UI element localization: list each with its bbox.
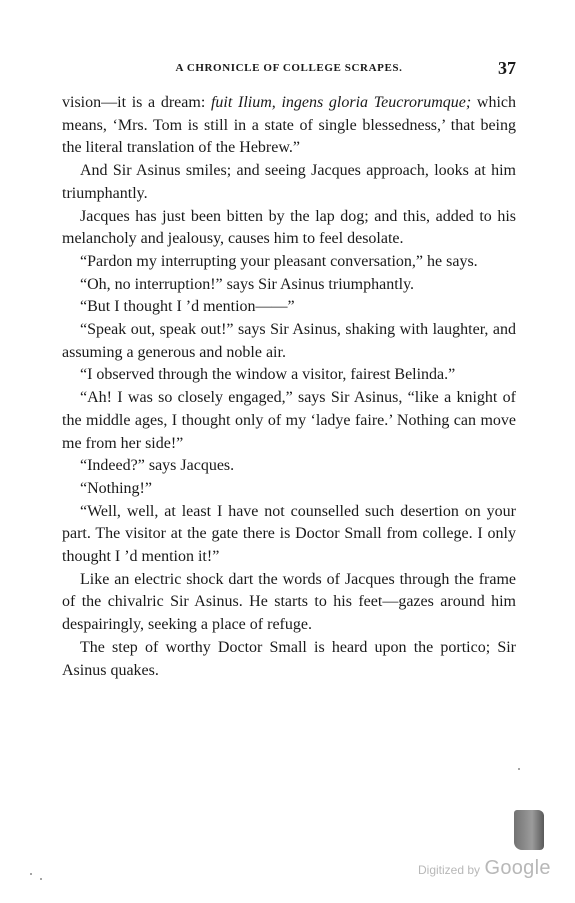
text-run: “Indeed?” says Jacques.	[80, 457, 235, 475]
text-run: The step of worthy Doctor Small is heard upon the portico; Sir Asinus quakes.	[62, 638, 516, 679]
text-run: “Ah! I was so closely engaged,” says Sir Asinus, “like a knight of the middle ages, I thought only of my ‘ladye faire.’ Nothing can move me from her side!”	[62, 389, 516, 452]
text-run: “Nothing!”	[80, 479, 152, 497]
scan-smudge	[514, 810, 544, 850]
paragraph	[62, 478, 516, 501]
page-header	[62, 58, 516, 82]
paragraph	[62, 160, 516, 205]
paragraph	[62, 637, 516, 682]
paragraph	[62, 319, 516, 364]
paragraph	[62, 251, 516, 274]
text-run: “But I thought I ’d mention——”	[80, 298, 295, 316]
text-run: “Pardon my interrupting your pleasant conversation,” he says.	[80, 252, 478, 270]
paragraph	[62, 364, 516, 387]
scan-speck	[40, 878, 42, 880]
digitized-watermark	[418, 857, 551, 880]
text-run: And Sir Asinus smiles; and seeing Jacques approach, looks at him triumphantly.	[62, 162, 516, 202]
text-run: “Well, well, at least I have not counselled such desertion on your part. The visitor at the gate there is Doctor Small from college. I only thought I ’d mention it!”	[62, 502, 516, 566]
watermark-brand: Google	[484, 857, 551, 879]
watermark-prefix: Digitized by	[418, 863, 481, 877]
text-run: which means, ‘Mrs. Tom is still in a state of single blessedness,’ that being the literal translation of the Hebrew.”	[62, 94, 516, 157]
paragraph	[62, 296, 516, 319]
paragraph	[62, 92, 516, 160]
page-number: 37	[498, 58, 516, 78]
text-run: vision—it is a dream:	[62, 94, 211, 111]
paragraph	[62, 206, 516, 251]
scan-speck	[30, 873, 32, 875]
body-text	[62, 92, 516, 682]
italic-text: fuit Ilium, ingens gloria Teucrorumque;	[210, 94, 472, 111]
text-run: Like an electric shock dart the words of Jacques through the frame of the chivalric Sir Asinus. He starts to his feet—gazes around him despairingly, seeking a place of refuge.	[62, 570, 516, 634]
running-title: A CHRONICLE OF COLLEGE SCRAPES.	[175, 62, 403, 74]
paragraph	[62, 455, 516, 478]
paragraph	[62, 569, 516, 637]
scan-speck	[518, 768, 520, 770]
text-run: “Speak out, speak out!” says Sir Asinus, shaking with laughter, and assuming a generous and noble air.	[62, 321, 516, 361]
paragraph	[62, 501, 516, 569]
paragraph	[62, 274, 516, 297]
paragraph	[62, 387, 516, 455]
text-run: Jacques has just been bitten by the lap dog; and this, added to his melancholy and jealousy, causes him to feel desolate.	[62, 207, 516, 248]
text-run: “Oh, no interruption!” says Sir Asinus triumphantly.	[80, 275, 415, 293]
text-run: “I observed through the window a visitor, fairest Belinda.”	[80, 366, 456, 384]
